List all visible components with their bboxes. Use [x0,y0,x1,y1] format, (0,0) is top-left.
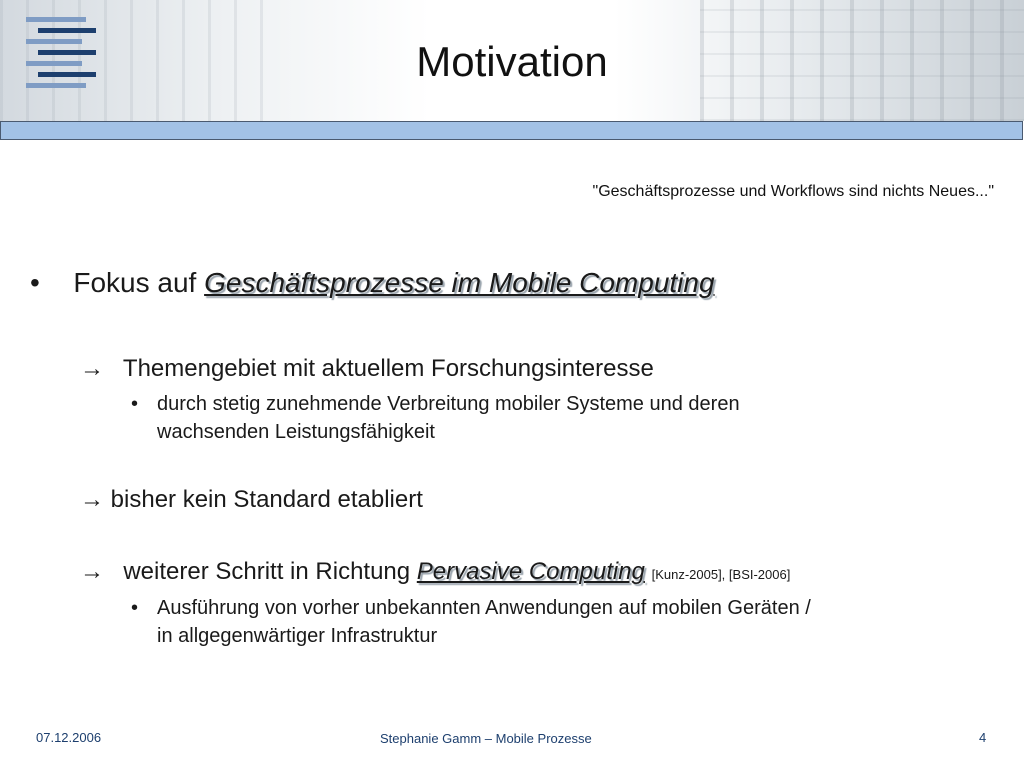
bullet-marker: • [30,267,40,298]
slide-quote: "Geschäftsprozesse und Workflows sind nichts Neues..." [592,183,994,200]
arrow-item-1-text: Themengebiet mit aktuellem Forschungsinteresse [122,355,654,382]
arrow-item-3-emphasis: Pervasive Computing [416,558,645,585]
bullet-marker: • [131,597,139,619]
footer-author: Stephanie Gamm – Mobile Prozesse [380,731,592,746]
title-accent-bar [0,121,1023,140]
citation-reference: [Kunz-2005], [BSI-2006] [651,567,791,582]
sub-bullet-2-text [157,594,811,650]
arrow-item-3 [80,558,790,586]
sub-bullet-1 [131,390,138,418]
arrow-icon: → [80,355,104,382]
sub-bullet-2-line-1: Ausführung von vorher unbekannten Anwendungen auf mobilen Geräten / [157,597,811,619]
bullet-1-emphasis: Geschäftsprozesse im Mobile Computing [204,267,715,298]
sub-bullet-1-line-1: durch stetig zunehmende Verbreitung mobiler Systeme und deren [157,393,740,415]
bullet-marker: • [131,393,139,415]
footer-date: 07.12.2006 [36,730,102,745]
arrow-item-3-prefix: weiterer Schritt in Richtung [123,558,411,585]
page-number: 4 [979,730,987,745]
arrow-item-2-text: bisher kein Standard etabliert [110,486,423,513]
arrow-icon: → [80,558,104,585]
bullet-1-prefix: Fokus auf [73,267,197,298]
sub-bullet-2-line-2: in allgegenwärtiger Infrastruktur [157,625,438,647]
arrow-icon: → [80,486,104,513]
slide-header [0,0,1024,121]
bullet-1 [30,267,715,299]
slide-title: Motivation [416,38,608,85]
arrow-item-1 [80,355,654,383]
sub-bullet-1-text [157,390,740,446]
arrow-item-2 [80,486,423,514]
sub-bullet-1-line-2: wachsenden Leistungsfähigkeit [157,421,435,443]
sub-bullet-2 [131,594,138,622]
